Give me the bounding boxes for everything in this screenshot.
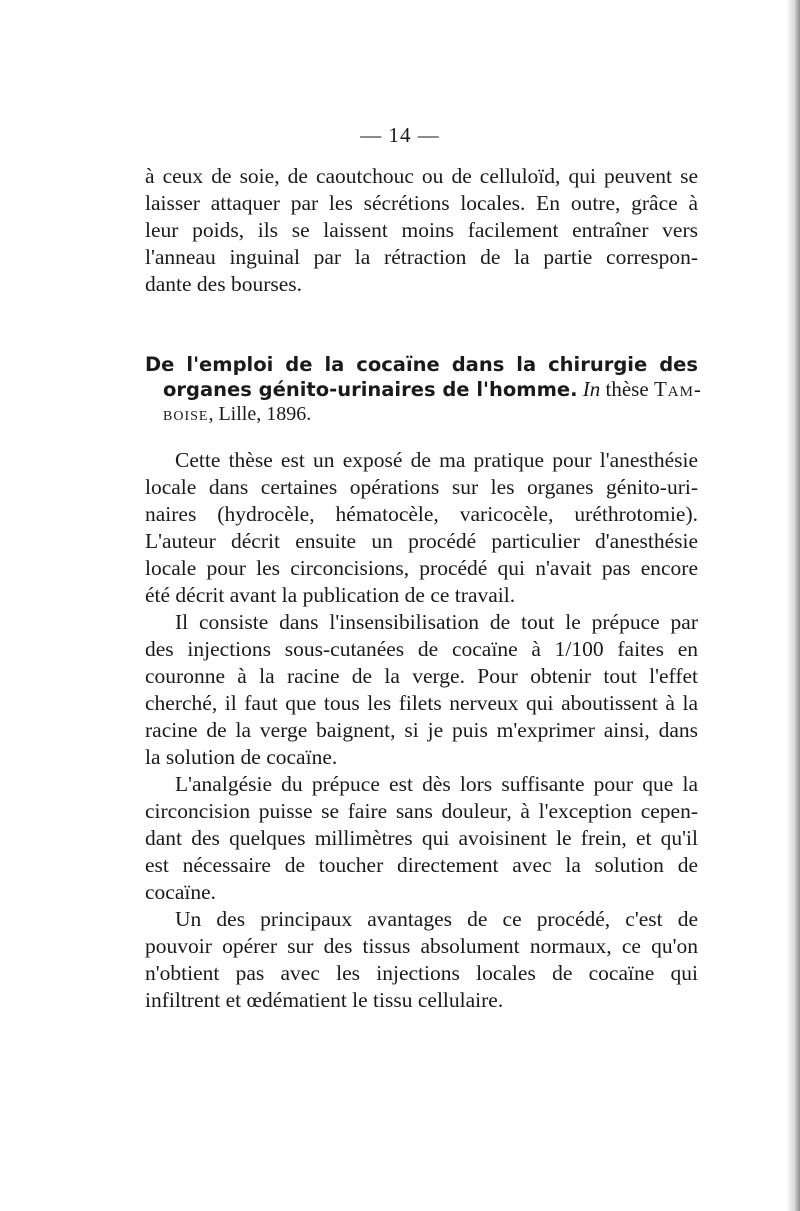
text-line: dant des quelques millimètres qui avoisinent le frein, et qu'il	[145, 826, 698, 850]
text-line: des injections sous-cutanées de cocaïne à 1/100 faites en	[145, 637, 698, 661]
text-line: n'obtient pas avec les injections locales de cocaïne qui	[145, 961, 698, 985]
text-line: couronne à la racine de la verge. Pour obtenir tout l'effet	[145, 664, 698, 688]
text-line: L'auteur décrit ensuite un procédé particulier d'anesthésie	[145, 529, 698, 553]
text-line: la solution de cocaïne.	[145, 745, 338, 769]
text-line: leur poids, ils se laissent moins facilement entraîner vers	[145, 218, 698, 242]
text-line: dante des bourses.	[145, 272, 303, 296]
heading-author-part1: Tam-	[653, 377, 702, 401]
paragraph-3	[145, 771, 698, 906]
heading-author-part2: boise	[163, 403, 209, 425]
text-line: à ceux de soie, de caoutchouc ou de celluloïd, qui peuvent se	[145, 164, 698, 188]
text-line: Il consiste dans l'insensibilisation de tout le prépuce par	[175, 610, 698, 634]
paragraph-4	[145, 906, 698, 1014]
text-line: cherché, il faut que tous les filets nerveux qui aboutissent à la	[145, 691, 698, 715]
text-line: Cette thèse est un exposé de ma pratique pour l'anesthésie	[175, 448, 698, 472]
heading-line3	[145, 402, 698, 427]
section-heading	[145, 352, 702, 427]
text-line: l'anneau inguinal par la rétraction de la partie correspon-	[145, 245, 698, 269]
heading-place-year: , Lille, 1896.	[208, 403, 312, 425]
paragraph-1	[145, 447, 698, 609]
text-line: infiltrent et œdématient le tissu cellulaire.	[145, 988, 504, 1012]
page-number: — 14 —	[360, 123, 440, 147]
heading-thesis-word: thèse	[605, 377, 649, 401]
text-line: naires (hydrocèle, hématocèle, varicocèle, uréthrotomie).	[145, 502, 698, 526]
text-line: locale dans certaines opérations sur les organes génito-uri-	[145, 475, 698, 499]
text-line: pouvoir opérer sur des tissus absolument normaux, ce qu'on	[145, 934, 698, 958]
heading-title-line2: organes génito-urinaires de l'homme.	[163, 378, 578, 401]
body-text	[145, 447, 698, 1014]
text-line: L'analgésie du prépuce est dès lors suffisante pour que la	[175, 772, 698, 796]
text-line: racine de la verge baignent, si je puis m'exprimer ainsi, dans	[145, 718, 698, 742]
page-edge-shadow	[786, 0, 800, 1211]
text-line: été décrit avant la publication de ce travail.	[145, 583, 516, 607]
heading-line2	[145, 377, 702, 402]
text-line: Un des principaux avantages de ce procédé, c'est de	[175, 907, 698, 931]
heading-in-word: In	[582, 377, 601, 401]
text-line: cocaïne.	[145, 880, 217, 904]
heading-title-line1: De l'emploi de la cocaïne dans la chirurgie des	[145, 353, 698, 376]
paragraph-2	[145, 609, 698, 771]
continuation-paragraph	[145, 163, 698, 298]
text-line: est nécessaire de toucher directement avec la solution de	[145, 853, 698, 877]
text-line: locale pour les circoncisions, procédé qui n'avait pas encore	[145, 556, 698, 580]
text-line: circoncision puisse se faire sans douleur, à l'exception cepen-	[145, 799, 698, 823]
text-line: laisser attaquer par les sécrétions locales. En outre, grâce à	[145, 191, 698, 215]
